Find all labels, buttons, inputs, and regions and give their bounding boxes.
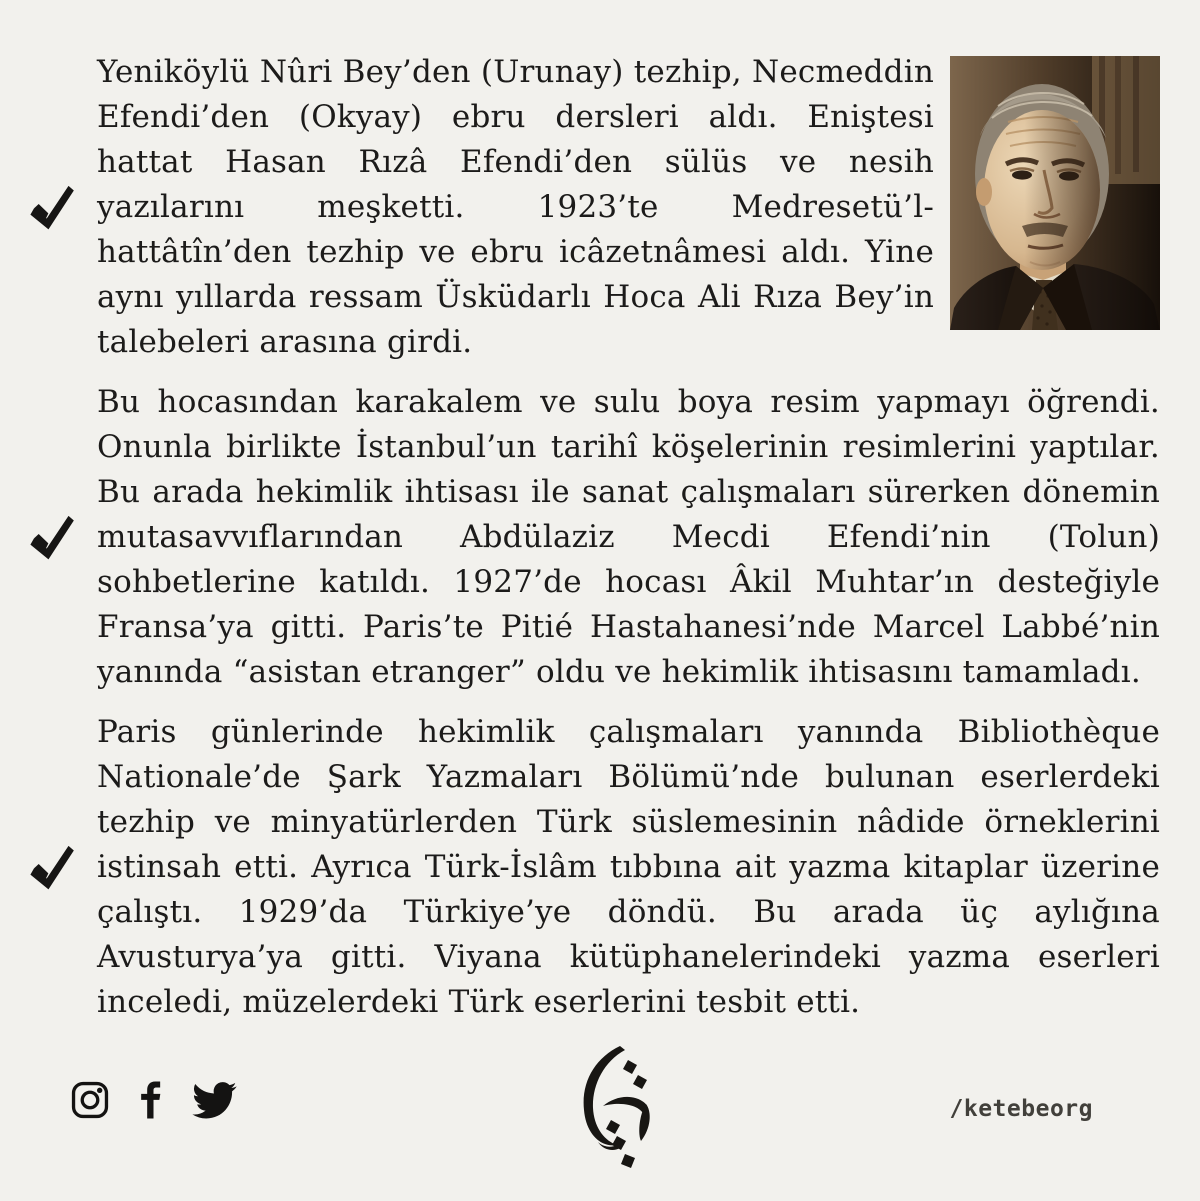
social-icons (71, 1081, 237, 1119)
account-handle[interactable]: /ketebeorg (949, 1096, 1093, 1122)
ketebe-calligraphy-logo (565, 1044, 657, 1168)
footer (0, 1040, 1200, 1201)
twitter-icon[interactable] (192, 1082, 237, 1119)
article-content (97, 50, 1160, 1040)
paragraph-block-2 (97, 380, 1160, 695)
paragraph-text-1: Yeniköylü Nûri Bey’den (Urunay) tezhip, Necmeddin Efendi’den (Okyay) ebru dersleri aldı. Eniştesi hattat Hasan Rızâ Efendi’den sülüs ve nesih yazılarını meşketti. 1923’te Medresetü’l-hattâtîn’den tezhip ve ebru icâzetnâmesi aldı. Yine aynı yıllarda ressam Üsküdarlı Hoca Ali Rıza Bey’in talebeleri arasına girdi. (97, 54, 934, 360)
checkmark-icon (27, 842, 78, 893)
checkmark-icon (27, 512, 78, 563)
instagram-icon[interactable] (71, 1081, 109, 1119)
paragraph-text-3: Paris günlerinde hekimlik çalışmaları yanında Bibliothèque Nationale’de Şark Yazmaları Bölümü’nde bulunan eserlerdeki tezhip ve minyatürlerden Türk süslemesinin nâdide örneklerini istinsah etti. Ayrıca Türk-İslâm tıbbına ait yazma kitaplar üzerine çalıştı. 1929’da Türkiye’ye döndü. Bu arada üç aylığına Avusturya’ya gitti. Viyana kütüphanelerindeki yazma eserleri inceledi, müzelerdeki Türk eserlerini tesbit etti. (97, 714, 1160, 1020)
checkmark-icon (27, 182, 78, 233)
portrait-photo (950, 56, 1160, 330)
paragraph-text-2: Bu hocasından karakalem ve sulu boya resim yapmayı öğrendi. Onunla birlikte İstanbul’un tarihî köşelerinin resimlerini yaptılar. Bu arada hekimlik ihtisası ile sanat çalışmaları sürerken dönemin mutasavvıflarından Abdülaziz Mecdi Efendi’nin (Tolun) sohbetlerine katıldı. 1927’de hocası Âkil Muhtar’ın desteğiyle Fransa’ya gitti. Paris’te Pitié Hastahanesi’nde Marcel Labbé’nin yanında “asistan etranger” oldu ve hekimlik ihtisasını tamamladı. (97, 384, 1160, 690)
paragraph-block-1 (97, 50, 1160, 365)
paragraph-block-3 (97, 710, 1160, 1025)
facebook-icon[interactable] (140, 1081, 161, 1119)
